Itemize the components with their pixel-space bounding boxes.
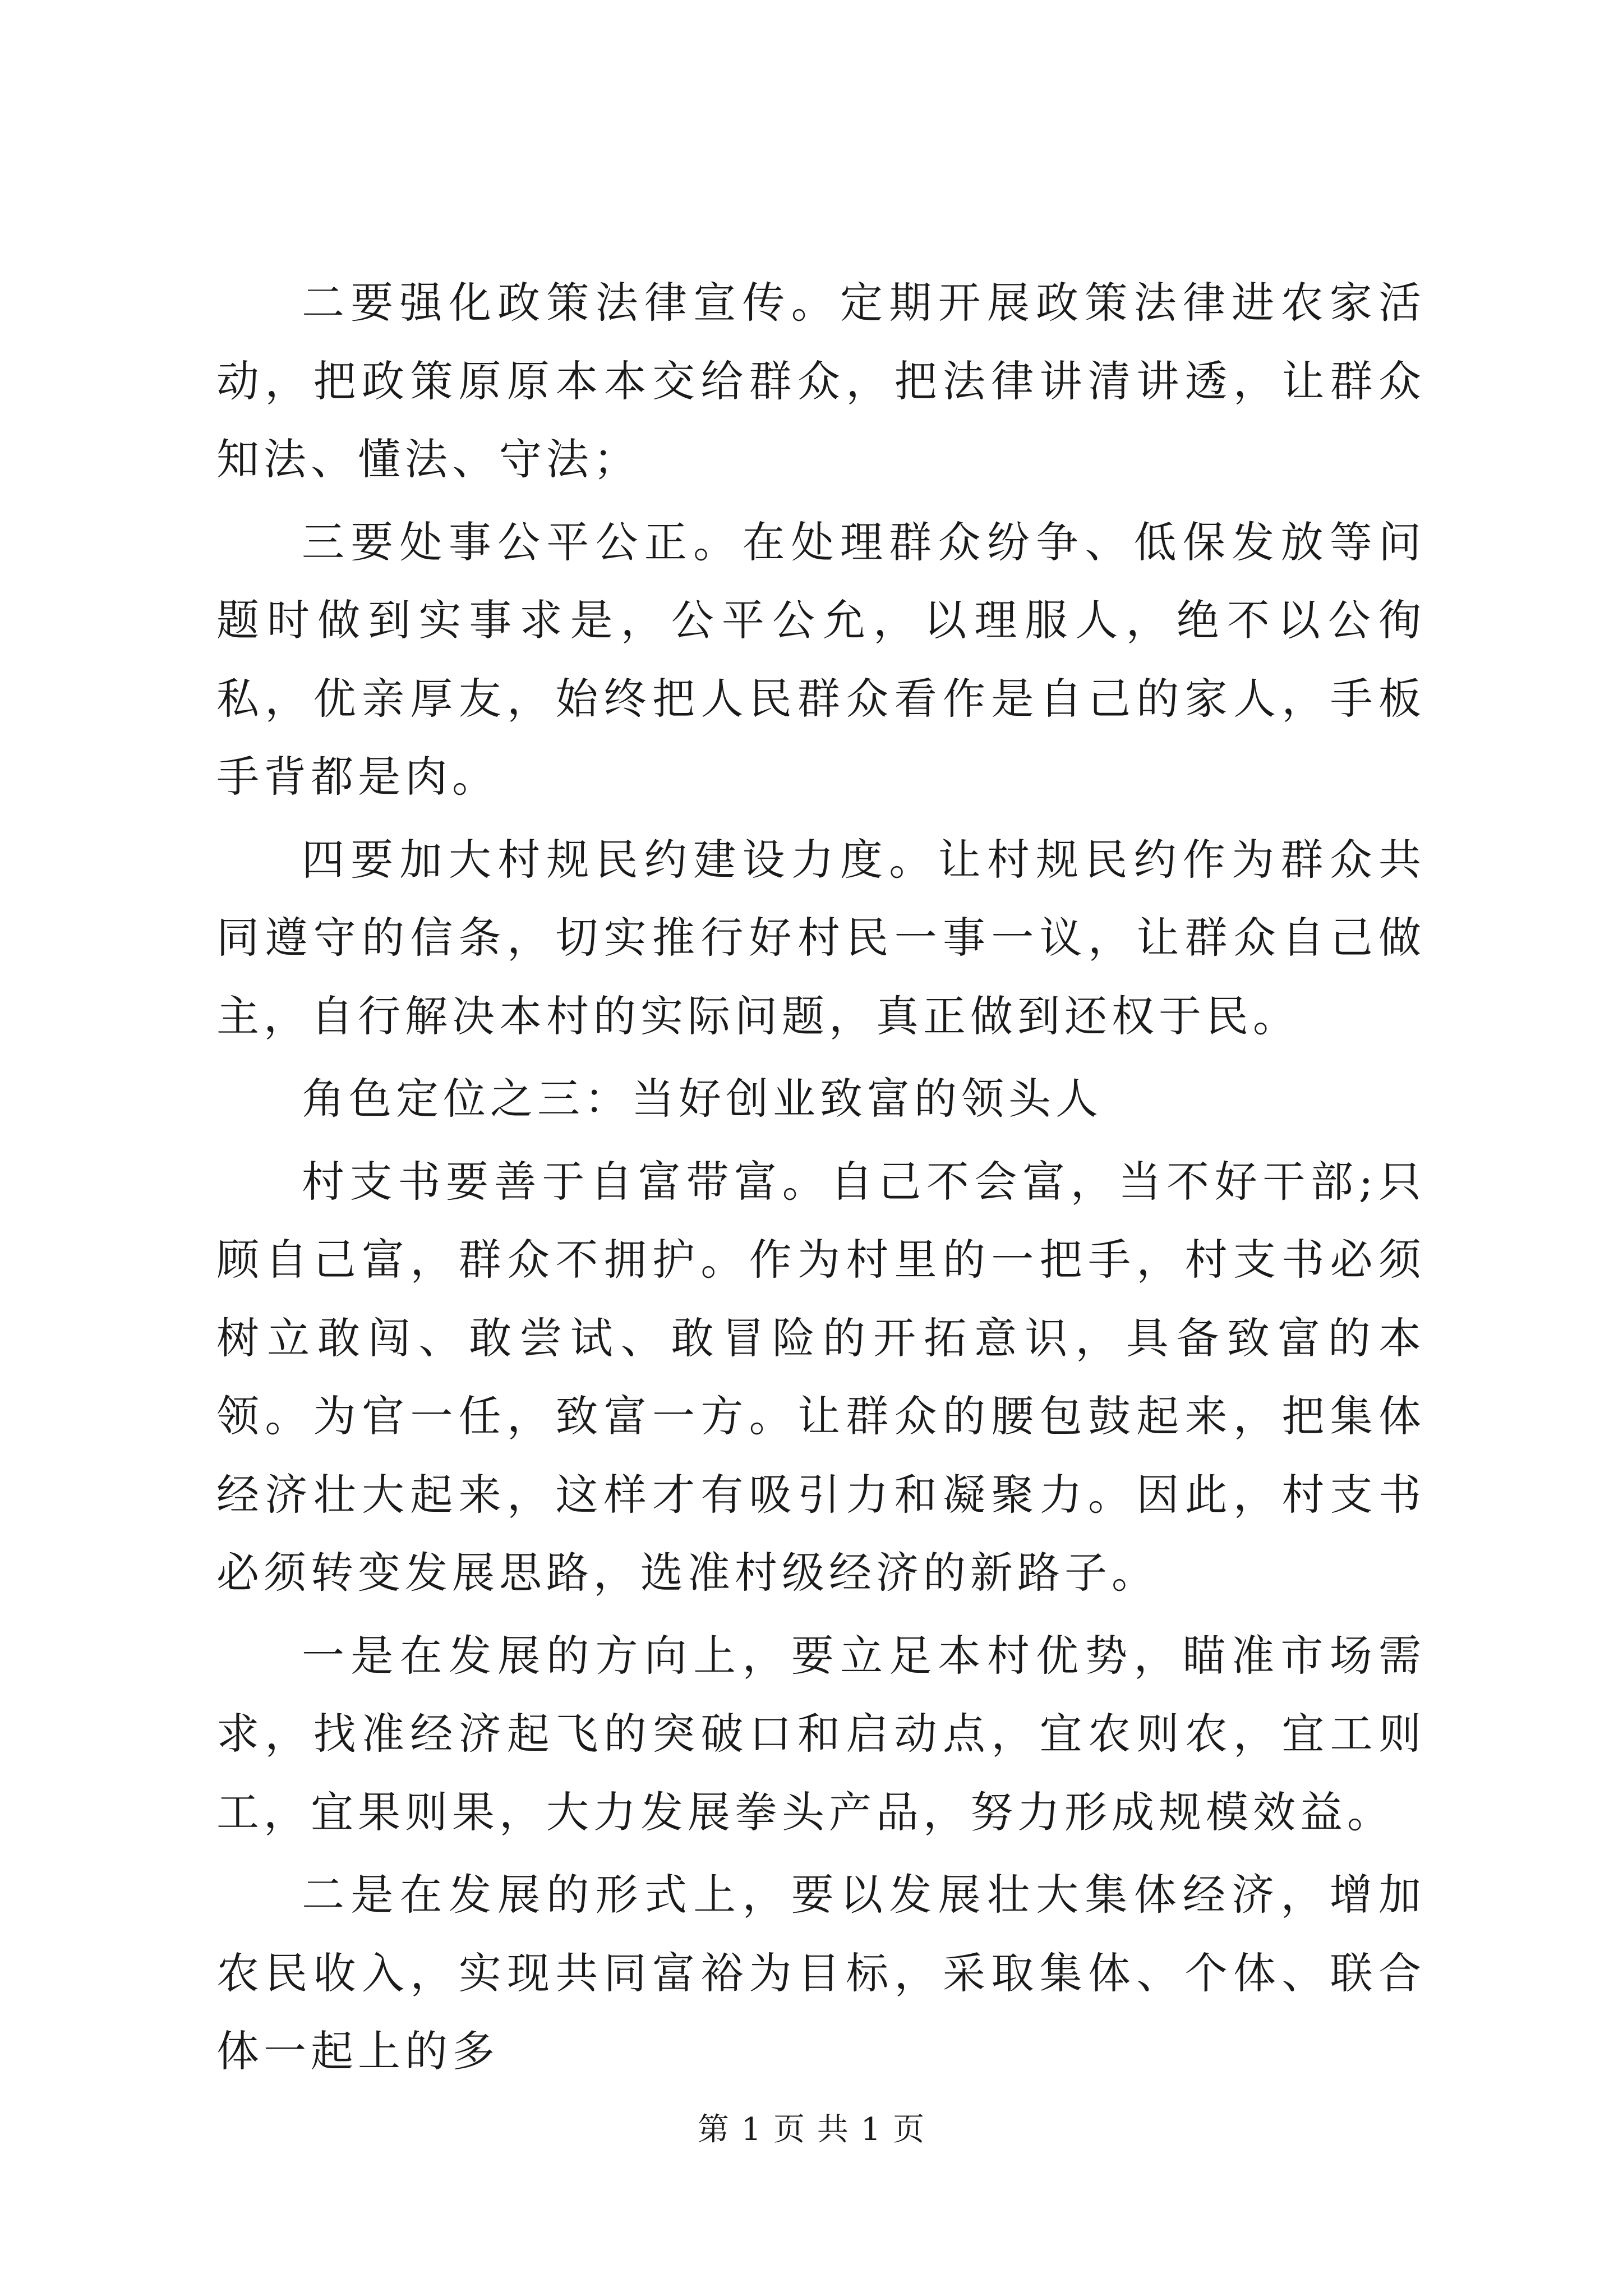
- paragraph-fair-handling: 三要处事公平公正。在处理群众纷争、低保发放等问题时做到实事求是，公平公允，以理服人，绝不以公徇私，优亲厚友，始终把人民群众看作是自己的家人，手板手背都是肉。: [216, 517, 1426, 802]
- paragraph-village-rules: 四要加大村规民约建设力度。让村规民约作为群众共同遵守的信条，切实推行好村民一事一议，让群众自己做主，自行解决本村的实际问题，真正做到还权于民。: [216, 834, 1426, 1041]
- paragraph-self-enrich: 村支书要善于自富带富。自己不会富，当不好干部;只顾自己富，群众不拥护。作为村里的一把手，村支书必须树立敢闯、敢尝试、敢冒险的开拓意识，具备致富的本领。为官一任，致富一方。让群众的腰包鼓起来，把集体经济壮大起来，这样才有吸引力和凝聚力。因此，村支书必须转变发展思路，选准村级经济的新路子。: [216, 1156, 1426, 1598]
- section-heading-role-three: 角色定位之三：当好创业致富的领头人: [302, 1074, 1103, 1124]
- body-text: [216, 264, 1426, 2095]
- paragraph-development-direction: 一是在发展的方向上，要立足本村优势，瞄准市场需求，找准经济起飞的突破口和启动点，宜农则农，宜工则工，宜果则果，大力发展拳头产品，努力形成规模效益。: [216, 1630, 1426, 1837]
- paragraph-development-form: 二是在发展的形式上，要以发展壮大集体经济，增加农民收入，实现共同富裕为目标，采取集体、个体、联合体一起上的多: [216, 1870, 1426, 2076]
- page-footer: 第 1 页 共 1 页: [697, 2111, 926, 2148]
- paragraph-policy-law-publicity: 二要强化政策法律宣传。定期开展政策法律进农家活动，把政策原原本本交给群众，把法律讲清讲透，让群众知法、懂法、守法；: [216, 278, 1426, 484]
